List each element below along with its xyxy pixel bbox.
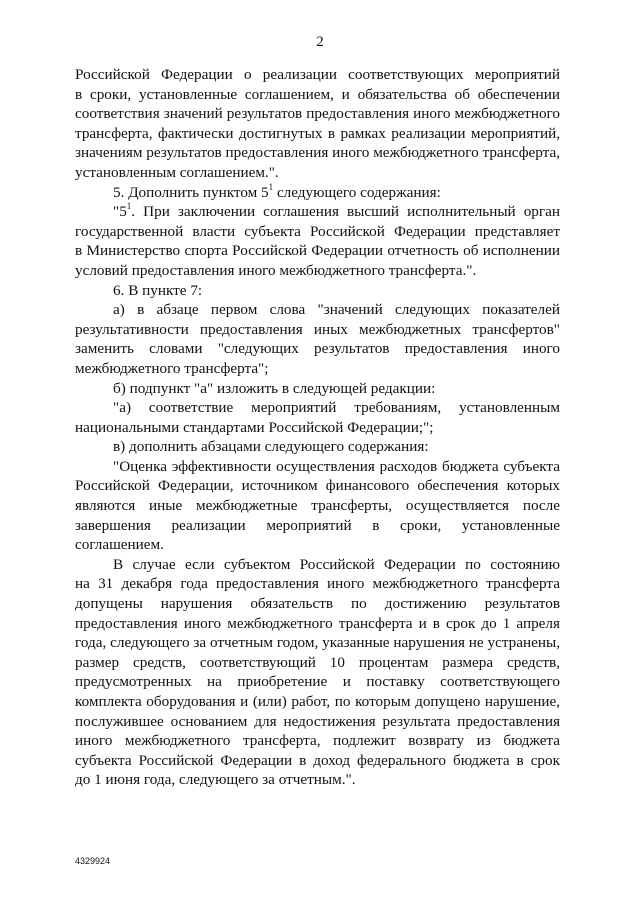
- text-line: Российской Федерации о реализации соответствующих мероприятий: [75, 66, 560, 83]
- text-line: Российской Федерации, источником финансового обеспечения которых: [75, 477, 560, 495]
- text-line: до 1 июня года, следующего за отчетным.".: [75, 771, 356, 789]
- text-line: "а) соответствие мероприятий требованиям, установленным: [113, 399, 560, 417]
- superscript: 1: [126, 201, 132, 212]
- superscript: 1: [268, 181, 274, 192]
- document-body: [75, 65, 560, 790]
- text-line: трансферта, фактически достигнутых в рамках реализации мероприятий,: [75, 124, 560, 142]
- text-line: в Министерство спорта Российской Федерации отчетность об исполнении: [75, 242, 560, 260]
- text-line: послужившее основанием для недостижения результата предоставления: [75, 712, 560, 730]
- text-line: национальными стандартами Российской Федерации;";: [75, 418, 434, 436]
- text-line: соглашением.: [75, 536, 164, 554]
- text-line: б) подпункт "а" изложить в следующей редакции:: [113, 379, 436, 397]
- text-line: допущены нарушения обязательств по достижению результатов: [75, 595, 560, 613]
- text-line: в сроки, установленные соглашением, и обязательства об обеспечении: [75, 85, 560, 103]
- text-line: заменить словами "следующих результатов предоставления иного: [75, 340, 560, 358]
- text-line: на 31 декабря года предоставления иного межбюджетного трансферта: [75, 575, 560, 593]
- text-line: результативности предоставления иных межбюджетных трансфертов": [75, 320, 560, 338]
- text-line: В случае если субъектом Российской Федерации по состоянию: [113, 555, 560, 573]
- text-fragment: 5. Дополнить пунктом 5: [113, 183, 269, 201]
- text-line: предусмотренных на приобретение и поставку соответствующего: [75, 673, 560, 691]
- text-line: комплекта оборудования и (или) работ, по которым допущено нарушение,: [75, 693, 560, 710]
- document-code: 4329924: [75, 856, 111, 866]
- item-6-heading: 6. В пункте 7:: [113, 281, 203, 299]
- page-number: 2: [316, 34, 324, 50]
- text-line: года, следующего за отчетным годом, указанные нарушения не устранены,: [75, 634, 560, 652]
- text-line: предоставления иного межбюджетного трансферта и в срок до 1 апреля: [75, 614, 560, 632]
- item-5-heading: [75, 183, 560, 203]
- text-line: в) дополнить абзацами следующего содержания:: [113, 438, 429, 456]
- item-5-1-text: [75, 202, 560, 222]
- text-line: условий предоставления иного межбюджетного трансферта.".: [75, 261, 477, 279]
- text-line: размер средств, соответствующий 10 процентам размера средств,: [75, 653, 560, 671]
- text-line: государственной власти субъекта Российской Федерации представляет: [75, 222, 560, 240]
- text-line: являются иные межбюджетные трансферты, осуществляется после: [75, 497, 560, 515]
- text-fragment: . При заключении соглашения высший исполнительный орган: [131, 203, 560, 221]
- text-line: иного межбюджетного трансферта, подлежит возврату из бюджета: [75, 732, 560, 750]
- text-fragment: "5: [113, 203, 127, 221]
- text-fragment: следующего содержания:: [273, 183, 441, 201]
- text-line: установленным соглашением.".: [75, 163, 279, 181]
- text-line: "Оценка эффективности осуществления расходов бюджета субъекта: [113, 457, 560, 475]
- text-line: значениям результатов предоставления иного межбюджетного трансферта,: [75, 144, 561, 162]
- text-line: межбюджетного трансферта";: [75, 359, 269, 377]
- text-line: завершения реализации мероприятий в сроки, установленные: [75, 516, 560, 534]
- text-line: соответствия значений результатов предоставления иного межбюджетного: [75, 105, 560, 123]
- text-line: а) в абзаце первом слова "значений следующих показателей: [113, 301, 560, 319]
- text-line: субъекта Российской Федерации в доход федерального бюджета в срок: [75, 751, 560, 769]
